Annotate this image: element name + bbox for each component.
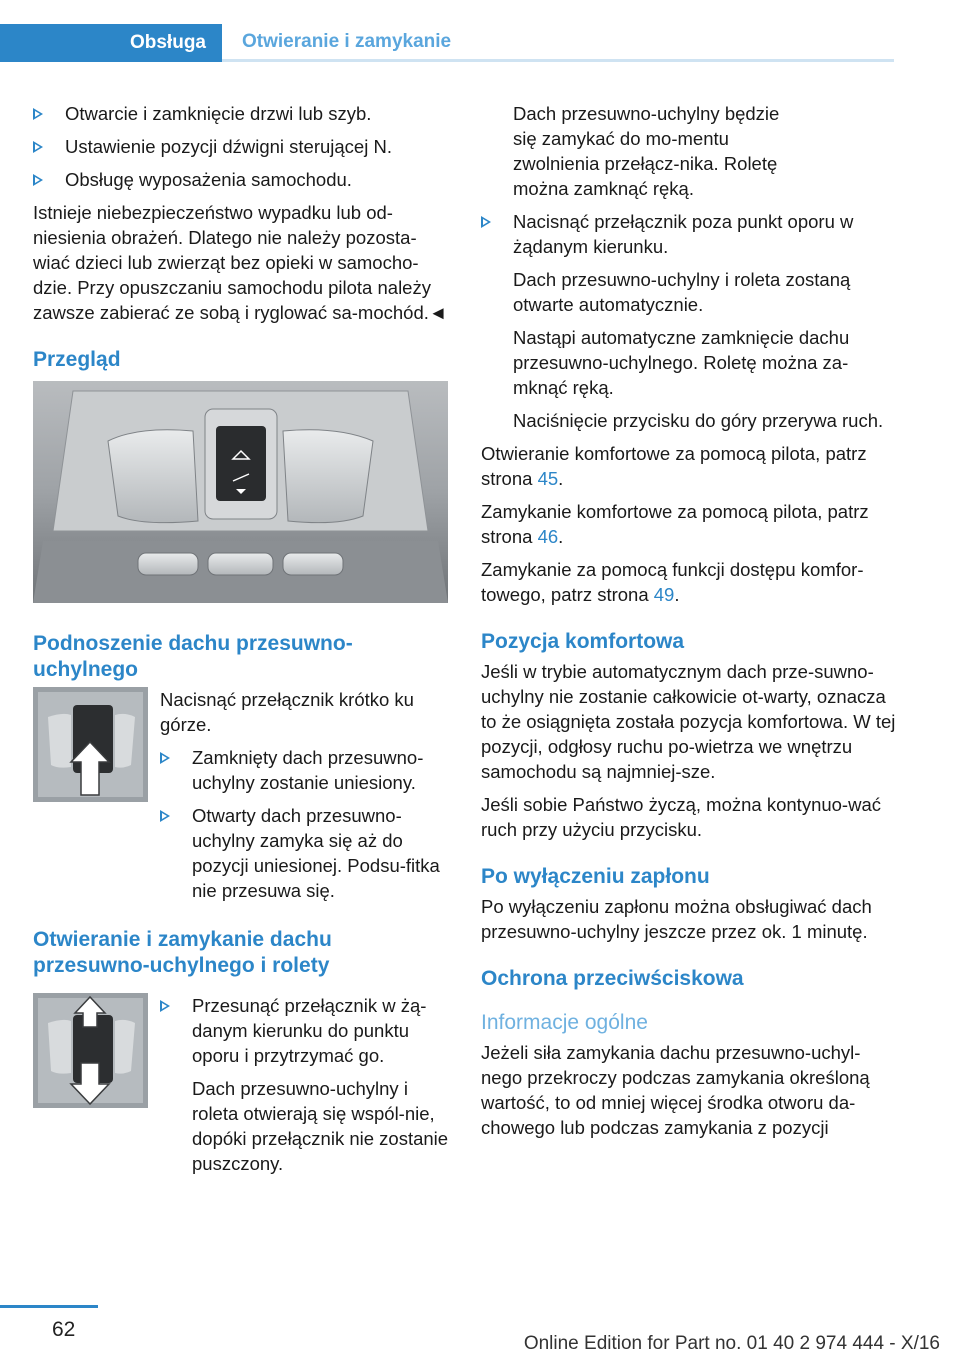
edition-footer: Online Edition for Part no. 01 40 2 974 444 - X/16 — [523, 1333, 940, 1354]
triangle-bullet-icon — [481, 216, 491, 228]
period: . — [558, 468, 564, 489]
list-item-text: Otwarty dach przesuwno-uchylny zamyka się aż do pozycji uniesionej. Podsu‐fitka nie przesuwa się. — [192, 805, 440, 901]
comfort-open-text: Otwieranie komfortowe za pomocą pilota, patrz strona — [481, 443, 867, 489]
list-item-text: Otwarcie i zamknięcie drzwi lub szyb. — [65, 103, 372, 124]
heading-comfort-position: Pozycja komfortowa — [481, 630, 685, 653]
auto-open-text: Dach przesuwno-uchylny i roleta zostaną otwarte automatycznie. — [513, 269, 851, 315]
warning-text: Istnieje niebezpieczeństwo wypadku lub od‐niesienia obrażeń. Dlatego nie należy pozosta‐wiać dzieci lub zwierząt bez opieki w samocho‐dzie. Przy opuszczaniu samochodu pilota należy zawsze zabierać ze sobą i ryglować sa‐mochód.◄ — [33, 202, 448, 323]
open-close-section — [33, 993, 453, 1176]
lift-section — [33, 687, 453, 903]
list-item-text: Przesunąć przełącznik w żą‐danym kierunku do punktu oporu i przytrzymać go. — [192, 995, 427, 1066]
list-item — [481, 209, 901, 259]
list-item — [33, 101, 453, 126]
page-number: 62 — [52, 1318, 76, 1341]
comfort-close-text: Zamykanie komfortowe za pomocą pilota, patrz strona — [481, 501, 869, 547]
page-link-45[interactable]: 45 — [537, 468, 559, 489]
triangle-bullet-icon — [160, 1000, 170, 1012]
ignition-paragraph: Po wyłączeniu zapłonu można obsługiwać dach przesuwno-uchylny jeszcze przez ok. 1 minutę. — [481, 896, 872, 942]
comfort-paragraph-2: Jeśli sobie Państwo życzą, można kontynuo‐wać ruch przy użyciu przycisku. — [481, 794, 881, 840]
period: . — [674, 584, 680, 605]
switch-up-illustration — [33, 687, 148, 802]
list-item-text: Obsługę wyposażenia samochodu. — [65, 169, 352, 190]
comfort-close-paragraph — [481, 499, 901, 549]
auto-close-text: Nastąpi automatyczne zamknięcie dachu przesuwno-uchylnego. Roletę można za‐mknąć ręką. — [513, 327, 850, 398]
header-tab-chapter[interactable]: Otwieranie i zamykanie — [222, 24, 894, 62]
list-item-text: Zamknięty dach przesuwno-uchylny zostanie uniesiony. — [192, 747, 424, 793]
list-item — [160, 993, 453, 1068]
triangle-bullet-icon — [160, 752, 170, 764]
right-column — [481, 101, 901, 1148]
general-paragraph: Jeżeli siła zamykania dachu przesuwno-uchyl‐nego przekroczy podczas zamykania określoną wartość, to od mniej więcej środka otworu da‐chowego lub podczas zamykania z pozycji — [481, 1042, 870, 1138]
period: . — [558, 526, 564, 547]
header-tab-section[interactable]: Obsługa — [0, 24, 222, 62]
list-item — [160, 745, 453, 795]
footer-rule — [0, 1305, 98, 1308]
list-item — [160, 803, 453, 903]
page-link-46[interactable]: 46 — [537, 526, 559, 547]
roof-console-photo — [33, 381, 448, 603]
list-item — [33, 134, 453, 159]
continuation-text: Dach przesuwno-uchylny będzie się zamykać do mo‐mentu zwolnienia przełącz‐nika. Roletę można zamknąć ręką. — [513, 103, 780, 199]
interrupt-text: Naciśnięcie przycisku do góry przerywa ruch. — [513, 410, 884, 431]
comfort-paragraph-1: Jeśli w trybie automatycznym dach prze‐suwno-uchylny nie zostanie całkowicie ot‐warty, oznacza to że osiągnięta została pozycja komfortowa. W tej pozycji, odgłosy ruchu po‐wietrza we wnętrzu samochodu są najmniej‐sze. — [481, 661, 896, 782]
open-close-continuation: Dach przesuwno-uchylny i roleta otwierają się wspól‐nie, dopóki przełącznik nie zostanie puszczony. — [192, 1078, 449, 1174]
triangle-bullet-icon — [160, 810, 170, 822]
triangle-bullet-icon — [33, 141, 43, 153]
list-item-text: Nacisnąć przełącznik poza punkt oporu w żądanym kierunku. — [513, 211, 854, 257]
comfort-open-paragraph — [481, 441, 901, 491]
left-column — [33, 101, 453, 1184]
triangle-bullet-icon — [33, 174, 43, 186]
heading-general-info: Informacje ogólne — [481, 1011, 648, 1034]
heading-lift-roof: Podnoszenie dachu przesuwno-uchylnego — [33, 632, 353, 681]
list-item — [33, 167, 453, 192]
switch-up-down-illustration — [33, 993, 148, 1108]
heading-anti-pinch: Ochrona przeciwściskowa — [481, 967, 744, 990]
list-item-text: Ustawienie pozycji dźwigni sterującej N. — [65, 136, 392, 157]
triangle-bullet-icon — [33, 108, 43, 120]
lift-intro: Nacisnąć przełącznik krótko ku górze. — [160, 689, 414, 735]
heading-open-close: Otwieranie i zamykanie dachu przesuwno-uchylnego i rolety — [33, 928, 332, 977]
heading-overview: Przegląd — [33, 348, 121, 371]
comfort-access-text: Zamykanie za pomocą funkcji dostępu komfor‐towego, patrz strona — [481, 559, 864, 605]
comfort-access-paragraph — [481, 557, 901, 607]
page-link-49[interactable]: 49 — [653, 584, 675, 605]
heading-after-ignition: Po wyłączeniu zapłonu — [481, 865, 710, 888]
